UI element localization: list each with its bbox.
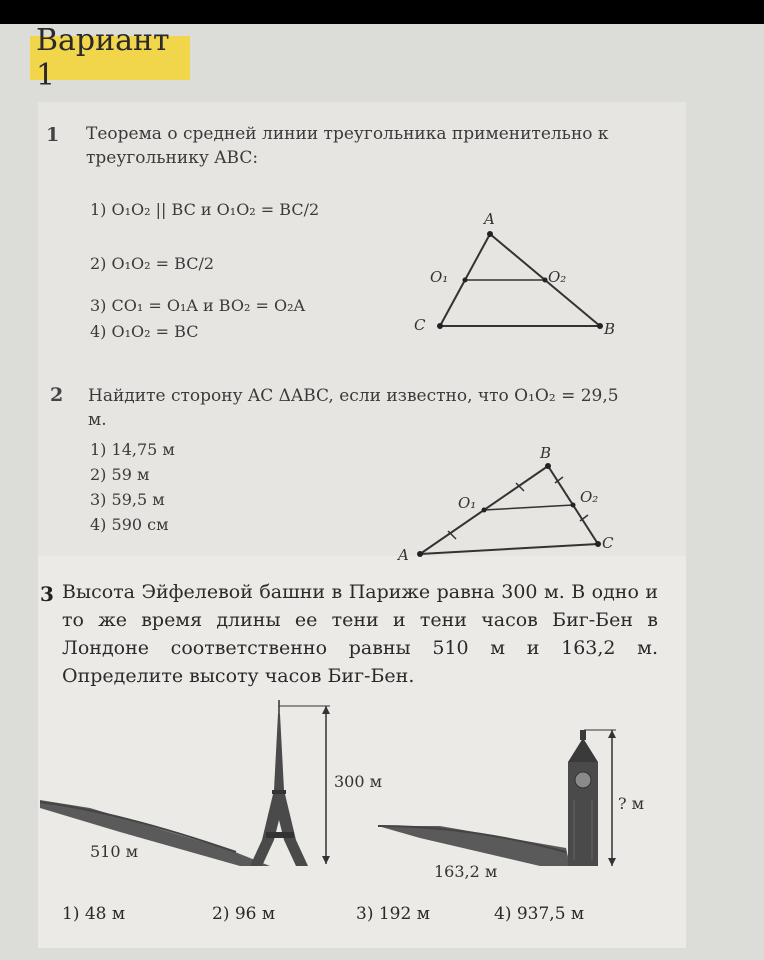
- fig2-label-o1: O₁: [458, 494, 477, 512]
- task1-option-1-text: 1) O₁O₂ || BC и O₁O₂ = BC/2: [90, 200, 320, 219]
- task3-question: Высота Эйфелевой башни в Париже равна 300 м. В одно и то же время длины ее тени и тени часов Биг-Бен в Лондоне соответственно равны 510 м и 163,2 м. Определите высоту часов Биг-Бен.: [62, 581, 658, 687]
- task3-answer-2: 2) 96 м: [212, 904, 276, 924]
- fig1-label-o1: O₁: [430, 268, 449, 286]
- variant-title: Вариант 1: [30, 36, 190, 80]
- task1-option-2-text: 2) O₁O₂ = BC/2: [90, 254, 215, 273]
- task1-option-3: 3) CO₁ = O₁A и BO₂ = O₂A: [90, 296, 306, 315]
- bigben-shadow-label: 163,2 м: [434, 862, 498, 881]
- task3-number: 3: [40, 582, 54, 606]
- bigben-height-label: ? м: [618, 794, 645, 813]
- task3-answer-1: 1) 48 м: [62, 904, 126, 924]
- task2-number: 2: [50, 384, 64, 406]
- fig1-label-o2: O₂: [548, 268, 567, 286]
- fig2-label-c: C: [602, 534, 614, 552]
- task2-option-1: 1) 14,75 м: [90, 440, 175, 459]
- fig1-label-c: C: [414, 316, 426, 334]
- fig2-label-o2: O₂: [580, 488, 599, 506]
- task2-option-2: 2) 59 м: [90, 465, 150, 484]
- eiffel-shadow-label: 510 м: [90, 842, 139, 861]
- fig1-label-b: B: [604, 320, 616, 338]
- task2-question: Найдите сторону AC ΔABC, если известно, что O₁O₂ = 29,5 м.: [88, 386, 619, 430]
- fig2-label-a: A: [398, 546, 409, 564]
- fig1-label-a: A: [484, 210, 495, 228]
- task2-option-3: 3) 59,5 м: [90, 490, 165, 509]
- task1-number: 1: [46, 124, 60, 146]
- task1-option-4: 4) O₁O₂ = BC: [90, 322, 199, 341]
- task3-answer-4: 4) 937,5 м: [494, 904, 585, 924]
- eiffel-height-label: 300 м: [334, 772, 383, 791]
- task1-question-text: Теорема о средней линии треугольника применительно к треугольнику ABC:: [86, 124, 609, 168]
- fig2-label-b: B: [540, 444, 552, 462]
- task3-answer-3: 3) 192 м: [356, 904, 430, 924]
- task2-option-4: 4) 590 см: [90, 515, 169, 534]
